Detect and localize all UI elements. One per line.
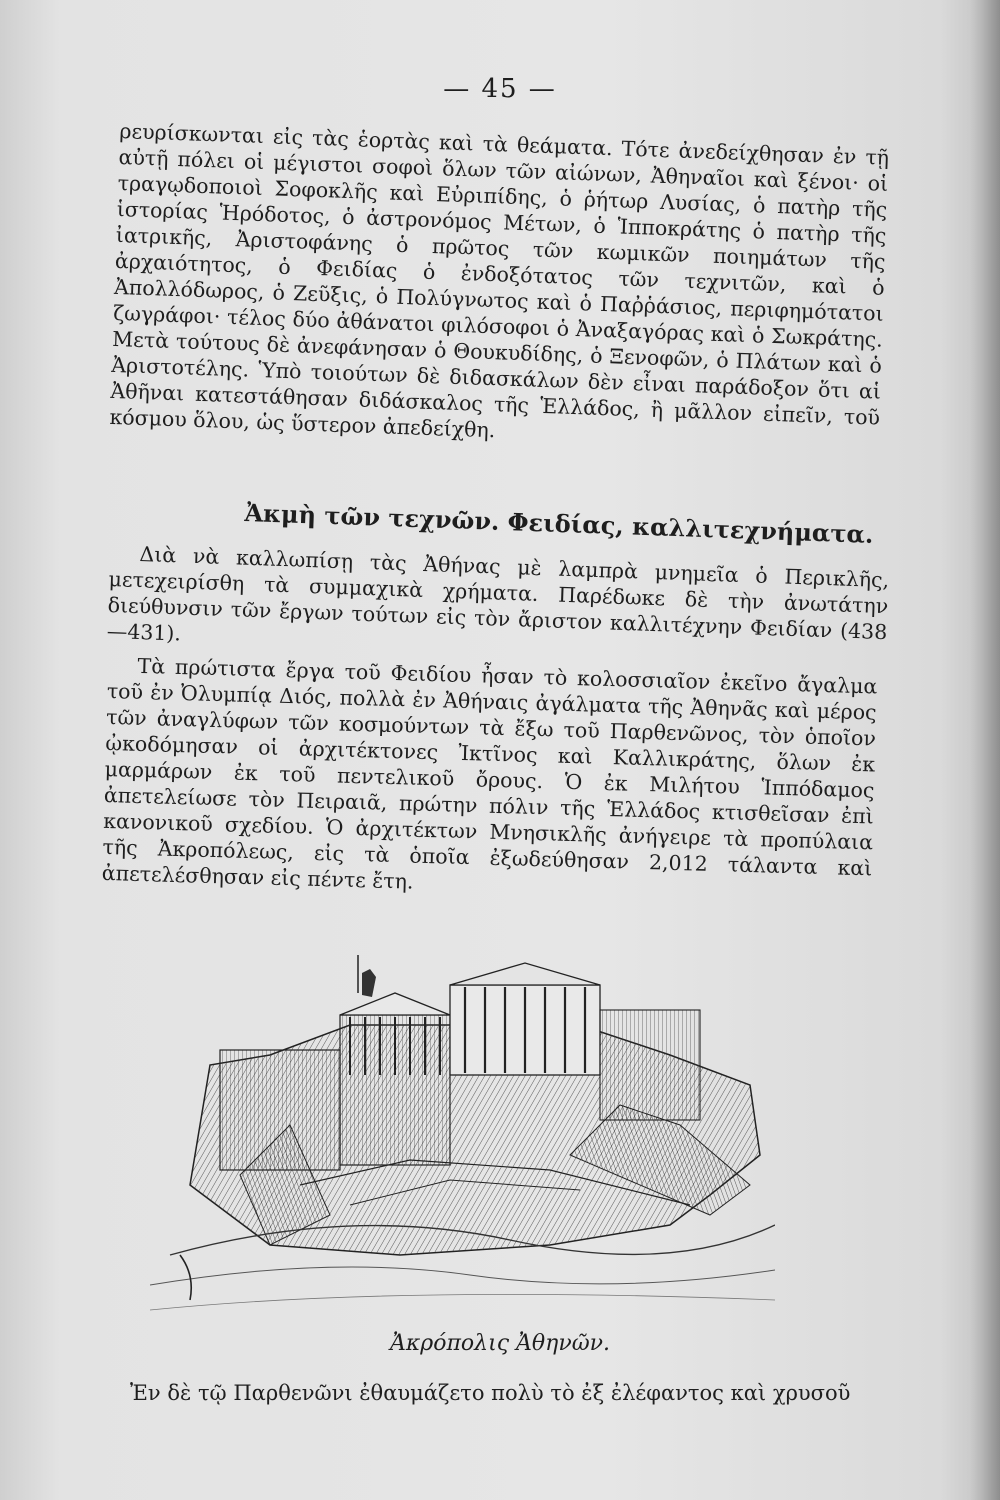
section-heading: Ἀκμὴ τῶν τεχνῶν. Φειδίας, καλλιτεχνήματα.: [243, 498, 874, 549]
paragraph-parthenon: Ἐν δὲ τῷ Παρθενῶνι ἐθαυμάζετο πολὺ τὸ ἐξ ἐλέφαντος καὶ χρυσοῦ: [130, 1381, 851, 1405]
figure-caption: Ἀκρόπολις Ἀθηνῶν.: [389, 1331, 611, 1356]
acropolis-illustration: [150, 955, 775, 1325]
paragraph-pericles: Διὰ νὰ καλλωπίσῃ τὰς Ἀθήνας μὲ λαμπρὰ μνημεῖα ὁ Περικλῆς, μετεχειρίσθη τὰ συμμαχικὰ χρήματα. Παρέδωκε δὲ τὴν ἀνωτάτην διεύθυνσιν τῶν ἔργων τούτων εἰς τὸν ἄριστον καλλιτέχνην Φειδίαν (438—431).: [106, 542, 890, 646]
paragraph-philosophers: ρευρίσκωνται εἰς τὰς ἑορτὰς καὶ τὰ θεάματα. Τότε ἀνεδείχθησαν ἐν τῇ αὐτῇ πόλει οἱ μέγιστοι σοφοὶ ὅλων τῶν αἰώνων, Ἀθηναῖοι καὶ ξένοι· οἱ τραγῳδοποιοὶ Σοφοκλῆς καὶ Εὐριπίδης, ὁ ῥήτωρ Λυσίας, ὁ πατὴρ τῆς ἱστορίας Ἡρόδοτος, ὁ ἀστρονόμος Μέτων, ὁ Ἱπποκράτης ὁ πατὴρ τῆς ἰατρικῆς, Ἀριστοφάνης ὁ πρῶτος τῶν κωμικῶν ποιημάτων τῆς ἀρχαιότητος, ὁ Φειδίας ὁ ἐνδοξότατος τῶν τεχνιτῶν, καὶ ὁ Ἀπολλόδωρος, ὁ Ζεῦξις, ὁ Πολύγνωτος καὶ ὁ Παῤῥάσιος, περιφημότατοι ζωγράφοι· τέλος δύο ἀθάνατοι φιλόσοφοι ὁ Ἀναξαγόρας καὶ ὁ Σωκράτης. Μετὰ τούτους δὲ ἀνεφάνησαν ὁ Θουκυδίδης, ὁ Ξενοφῶν, ὁ Πλάτων καὶ ὁ Ἀριστοτέλης. Ὑπὸ τοιούτων δὲ διδασκάλων δὲν εἶναι παράδοξον ὅτι αἱ Ἀθῆναι κατεστάθησαν διδάσκαλος τῆς Ἑλλάδος, ἢ μᾶλλον εἰπεῖν, τοῦ κόσμου ὅλου, ὡς ὕστερον ἀπεδείχθη.: [109, 118, 890, 443]
paragraph-pheidias-works: Τὰ πρώτιστα ἔργα τοῦ Φειδίου ἦσαν τὸ κολοσσιαῖον ἐκεῖνο ἄγαλμα τοῦ ἐν Ὀλυμπίᾳ Διός, πολλὰ ἐν Ἀθήναις ἀγάλματα τῆς Ἀθηνᾶς καὶ μέρος τῶν ἀναγλύφων τῶν κοσμούντων τὰ ἔξω τοῦ Παρθενῶνος, τὸν ὁποῖον ᾠκοδόμησαν οἱ ἀρχιτέκτονες Ἰκτῖνος καὶ Καλλικράτης, ὅλων ἐκ μαρμάρων ἐκ τοῦ πεντελικοῦ ὄρους. Ὁ ἐκ Μιλήτου Ἱππόδαμος ἀπετελείωσε τὸν Πειραιᾶ, πρώτην πόλιν τῆς Ἑλλάδος κτισθεῖσαν ἐπὶ κανονικοῦ σχεδίου. Ὁ ἀρχιτέκτων Μνησικλῆς ἀνήγειρε τὰ προπύλαια τῆς Ἀκροπόλεως, εἰς τὰ ὁποῖα ἐξωδεύθησαν 2,012 τάλαντα καὶ ἀπετελέσθησαν εἰς πέντε ἔτη.: [101, 653, 878, 894]
page-number: — 45 —: [443, 74, 557, 104]
page-binding-shadow: [970, 0, 1000, 1500]
acropolis-engraving: [150, 955, 775, 1325]
